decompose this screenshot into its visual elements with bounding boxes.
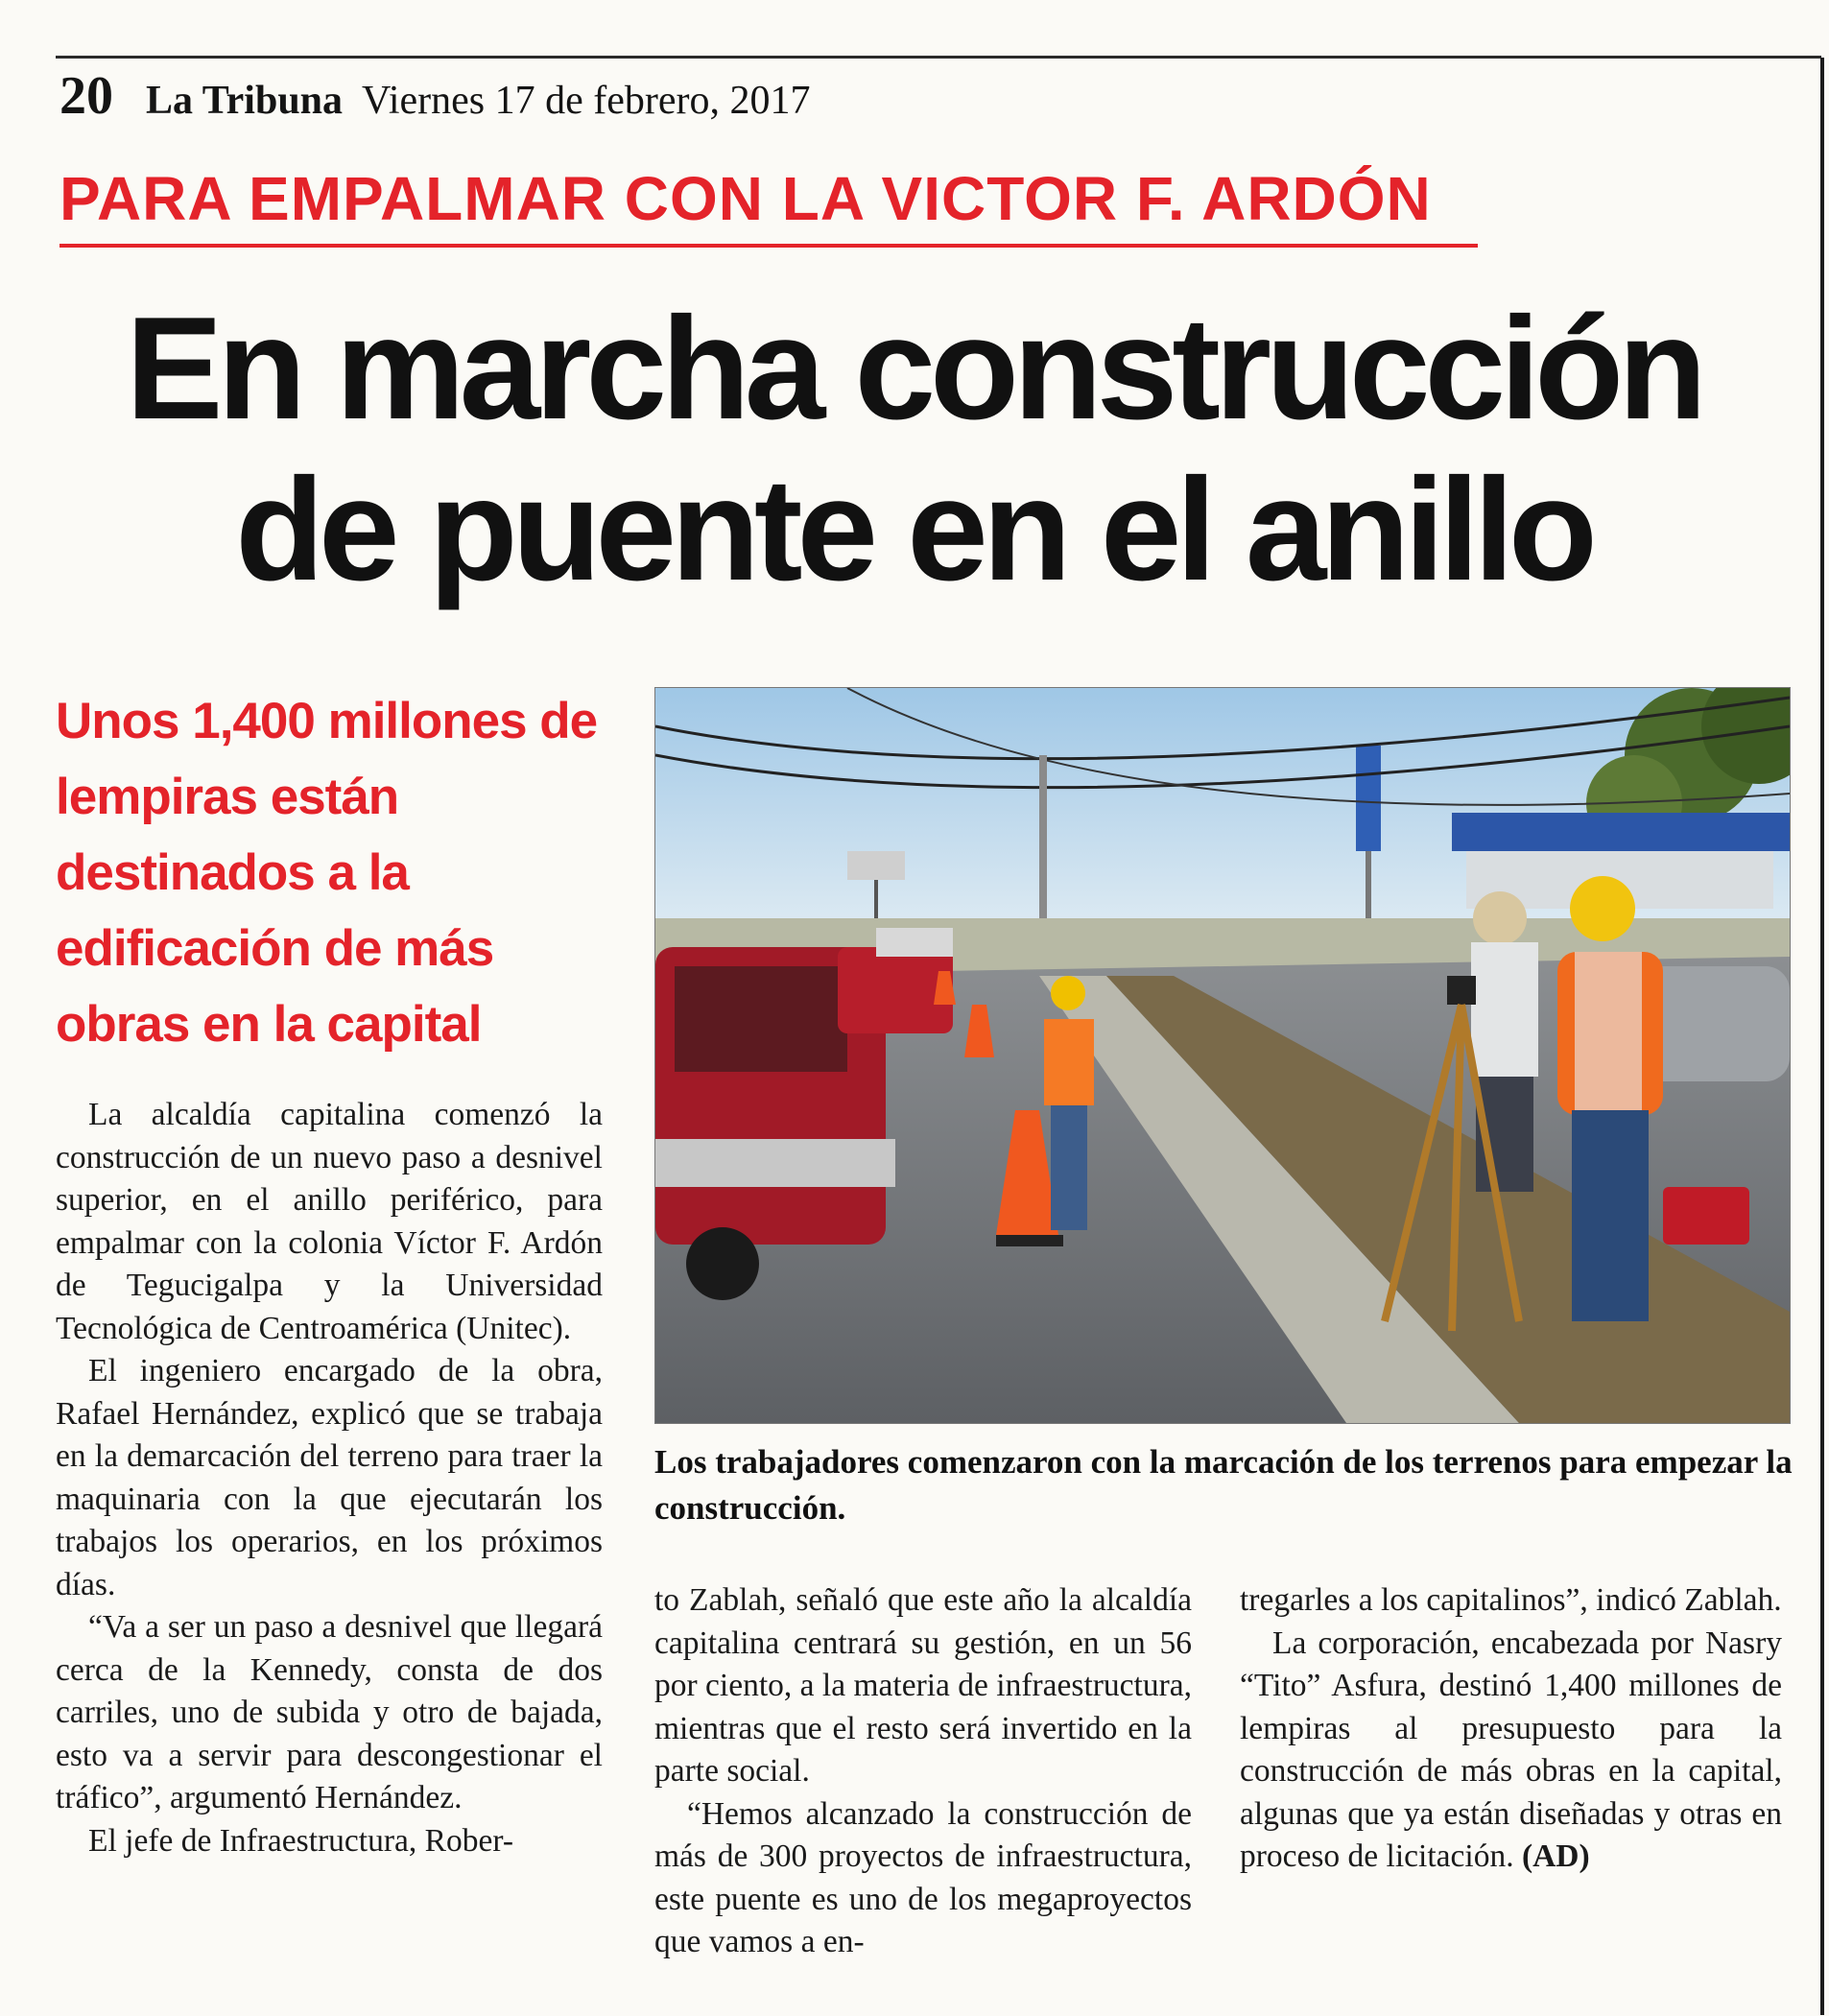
paragraph: La alcaldía capitalina comenzó la construcción de un nuevo paso a desnivel superior, en el anillo periférico, para empalmar con la colonia Víctor F. Ardón de Tegucigalpa y la Universidad Tecnológica de Centroamérica (Unitec). [56, 1097, 603, 1346]
paragraph: to Zablah, señaló que este año la alcaldía capitalina centrará su gestión, en un 56 por ciento, a la materia de infraestructura, mientras que el resto será invertido en la parte social. [654, 1582, 1192, 1789]
body-column-2 [654, 1579, 1192, 1964]
body-column-3 [1240, 1579, 1782, 1879]
author-signature: (AD) [1521, 1838, 1590, 1874]
page-right-rule [1820, 58, 1824, 2015]
paragraph: El ingeniero encargado de la obra, Rafael Hernández, explicó que se trabaja en la demarcación del terreno para traer la maquinaria con la que ejecutarán los trabajos los operarios, en los próximos días. [56, 1353, 603, 1602]
photo-caption: Los trabajadores comenzaron con la marcación de los terrenos para empezar la construcción. [654, 1443, 1793, 1527]
page-number: 20 [59, 66, 113, 126]
kicker: PARA EMPALMAR CON LA VICTOR F. ARDÓN [59, 163, 1478, 248]
paragraph [1240, 1623, 1782, 1879]
paragraph: tregarles a los capitalinos”, indicó Zablah. [1240, 1582, 1782, 1618]
paragraph: “Va a ser un paso a desnivel que llegará cerca de la Kennedy, consta de dos carriles, uno de subida y otro de bajada, esto va a servir para descongestionar el tráfico”, argumentó Hernández. [56, 1609, 603, 1815]
paragraph: “Hemos alcanzado la construcción de más de 300 proyectos de infraestructura, este puente es uno de los megaproyectos que vamos a en- [654, 1795, 1192, 1959]
page-top-rule [56, 56, 1821, 59]
paragraph-text: La corporación, encabezada por Nasry “Tito” Asfura, destinó 1,400 millones de lempiras al presupuesto para la construcción de más obras en la capital, algunas que ya están diseñadas y otras en proceso de licitación. [1240, 1625, 1782, 1874]
news-photo [654, 687, 1791, 1424]
deck: Unos 1,400 millones de lempiras están destinados a la edificación de más obras en la capital [56, 693, 598, 1053]
headline [59, 288, 1768, 610]
page-header [59, 65, 811, 132]
body-column-1 [56, 1094, 603, 1862]
headline-line-1: En marcha construcción [126, 287, 1701, 450]
paragraph: El jefe de Infraestructura, Rober- [88, 1822, 513, 1859]
road-workers-photo-illustration [655, 688, 1790, 1423]
newspaper-name: La Tribuna [146, 79, 344, 123]
issue-date: Viernes 17 de febrero, 2017 [362, 79, 811, 123]
headline-line-2: de puente en el anillo [235, 448, 1592, 611]
